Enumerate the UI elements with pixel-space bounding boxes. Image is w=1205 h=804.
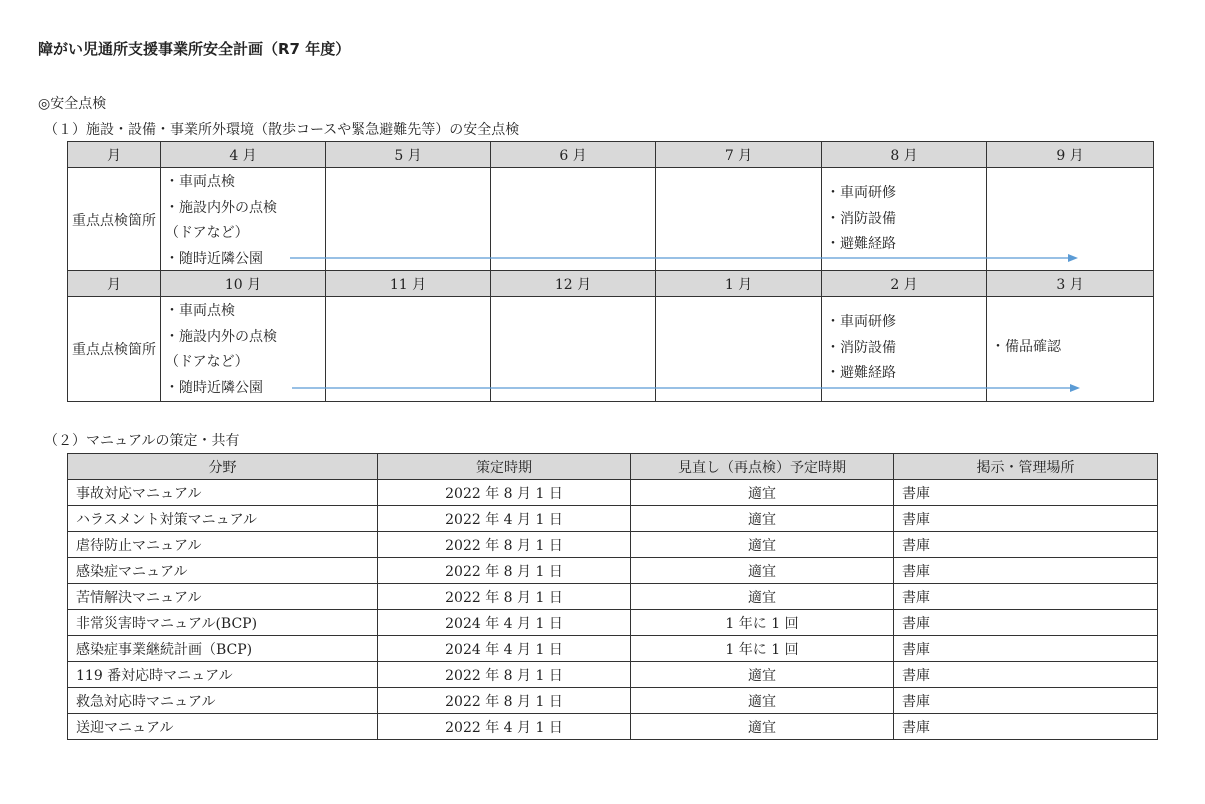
manual-review-cell: 適宜 bbox=[631, 584, 894, 610]
schedule-header-row bbox=[68, 271, 1154, 297]
document-title: 障がい児通所支援事業所安全計画（R7 年度） bbox=[38, 40, 351, 58]
manual-field-cell: 感染症事業継続計画（BCP) bbox=[68, 636, 378, 662]
manual-location-cell: 書庫 bbox=[894, 662, 1158, 688]
manual-review-cell: 適宜 bbox=[631, 714, 894, 740]
table-row bbox=[68, 584, 1158, 610]
inspection-item: ・施設内外の点検 bbox=[165, 328, 277, 345]
table-row bbox=[68, 532, 1158, 558]
column-header-created: 策定時期 bbox=[378, 454, 631, 480]
continuation-arrow bbox=[292, 382, 1082, 394]
continuation-arrow bbox=[290, 252, 1080, 264]
inspection-item: ・避難経路 bbox=[826, 365, 896, 381]
inspection-item: ・施設内外の点検 bbox=[165, 199, 277, 216]
manual-created-cell: 2022 年 8 月 1 日 bbox=[378, 558, 631, 584]
manual-location-cell: 書庫 bbox=[894, 636, 1158, 662]
inspection-row-label: 重点点検箇所 bbox=[68, 297, 161, 402]
month-header: 7 月 bbox=[656, 142, 822, 168]
inspection-item: ・備品確認 bbox=[991, 339, 1061, 355]
manual-review-cell: 1 年に 1 回 bbox=[631, 636, 894, 662]
schedule-header-row bbox=[68, 142, 1154, 168]
month-header: 6 月 bbox=[491, 142, 656, 168]
month-header: 10 月 bbox=[161, 271, 326, 297]
manual-location-cell: 書庫 bbox=[894, 584, 1158, 610]
month-header: 4 月 bbox=[161, 142, 326, 168]
manual-created-cell: 2022 年 8 月 1 日 bbox=[378, 662, 631, 688]
month-header-label: 月 bbox=[68, 142, 161, 168]
manual-field-cell: 虐待防止マニュアル bbox=[68, 532, 378, 558]
section-heading: ◎安全点検 bbox=[38, 96, 107, 112]
month-header: 9 月 bbox=[987, 142, 1154, 168]
table-row bbox=[68, 480, 1158, 506]
manual-field-cell: 苦情解決マニュアル bbox=[68, 584, 378, 610]
subsection-heading-manuals: （２）マニュアルの策定・共有 bbox=[44, 433, 240, 449]
manual-field-cell: 送迎マニュアル bbox=[68, 714, 378, 740]
manual-created-cell: 2022 年 8 月 1 日 bbox=[378, 584, 631, 610]
table-row bbox=[68, 506, 1158, 532]
manual-created-cell: 2022 年 4 月 1 日 bbox=[378, 714, 631, 740]
manual-field-cell: 事故対応マニュアル bbox=[68, 480, 378, 506]
inspection-item: ・消防設備 bbox=[826, 210, 896, 227]
inspection-item: ・車両研修 bbox=[826, 185, 896, 201]
manual-header-row bbox=[68, 454, 1158, 480]
column-header-field: 分野 bbox=[68, 454, 378, 480]
inspection-item-list bbox=[822, 297, 986, 387]
table-row bbox=[68, 662, 1158, 688]
manual-location-cell: 書庫 bbox=[894, 688, 1158, 714]
manual-field-cell: ハラスメント対策マニュアル bbox=[68, 506, 378, 532]
inspection-item: ・車両点検 bbox=[165, 303, 235, 319]
manual-location-cell: 書庫 bbox=[894, 714, 1158, 740]
manual-location-cell: 書庫 bbox=[894, 610, 1158, 636]
manual-field-cell: 救急対応時マニュアル bbox=[68, 688, 378, 714]
manual-created-cell: 2022 年 8 月 1 日 bbox=[378, 688, 631, 714]
manual-created-cell: 2024 年 4 月 1 日 bbox=[378, 636, 631, 662]
manual-created-cell: 2022 年 8 月 1 日 bbox=[378, 480, 631, 506]
manual-review-cell: 適宜 bbox=[631, 506, 894, 532]
table-row bbox=[68, 558, 1158, 584]
inspection-item: ・避難経路 bbox=[826, 236, 896, 252]
manual-field-cell: 非常災害時マニュアル(BCP) bbox=[68, 610, 378, 636]
table-row bbox=[68, 714, 1158, 740]
table-row bbox=[68, 610, 1158, 636]
inspection-row-label: 重点点検箇所 bbox=[68, 168, 161, 273]
manual-field-cell: 119 番対応時マニュアル bbox=[68, 662, 378, 688]
inspection-item: （ドアなど） bbox=[165, 354, 249, 370]
manual-review-cell: 適宜 bbox=[631, 688, 894, 714]
table-row bbox=[68, 636, 1158, 662]
month-header: 8 月 bbox=[822, 142, 987, 168]
manual-created-cell: 2022 年 4 月 1 日 bbox=[378, 506, 631, 532]
inspection-item-list bbox=[987, 297, 1153, 361]
manual-review-cell: 適宜 bbox=[631, 480, 894, 506]
month-header: 1 月 bbox=[656, 271, 822, 297]
month-header: 3 月 bbox=[987, 271, 1154, 297]
month-header: 12 月 bbox=[491, 271, 656, 297]
table-row bbox=[68, 688, 1158, 714]
inspection-item: ・車両点検 bbox=[165, 174, 235, 190]
manual-created-cell: 2024 年 4 月 1 日 bbox=[378, 610, 631, 636]
manual-field-cell: 感染症マニュアル bbox=[68, 558, 378, 584]
manual-location-cell: 書庫 bbox=[894, 558, 1158, 584]
subsection-heading-inspection: （１）施設・設備・事業所外環境（散歩コースや緊急避難先等）の安全点検 bbox=[44, 122, 520, 138]
month-header: 2 月 bbox=[822, 271, 987, 297]
inspection-item-list bbox=[822, 168, 986, 258]
month-header: 5 月 bbox=[326, 142, 491, 168]
inspection-item: ・車両研修 bbox=[826, 314, 896, 330]
manual-review-cell: 適宜 bbox=[631, 532, 894, 558]
inspection-item: ・消防設備 bbox=[826, 339, 896, 356]
inspection-item: （ドアなど） bbox=[165, 225, 249, 241]
column-header-review: 見直し（再点検）予定時期 bbox=[631, 454, 894, 480]
column-header-location: 掲示・管理場所 bbox=[894, 454, 1158, 480]
manual-location-cell: 書庫 bbox=[894, 480, 1158, 506]
manual-table bbox=[67, 453, 1158, 740]
manual-created-cell: 2022 年 8 月 1 日 bbox=[378, 532, 631, 558]
manual-review-cell: 適宜 bbox=[631, 662, 894, 688]
manual-location-cell: 書庫 bbox=[894, 532, 1158, 558]
month-header: 11 月 bbox=[326, 271, 491, 297]
inspection-item: ・随時近隣公園 bbox=[165, 250, 263, 267]
manual-location-cell: 書庫 bbox=[894, 506, 1158, 532]
month-header-label: 月 bbox=[68, 271, 161, 297]
inspection-item: ・随時近隣公園 bbox=[165, 379, 263, 396]
manual-review-cell: 適宜 bbox=[631, 558, 894, 584]
manual-review-cell: 1 年に 1 回 bbox=[631, 610, 894, 636]
